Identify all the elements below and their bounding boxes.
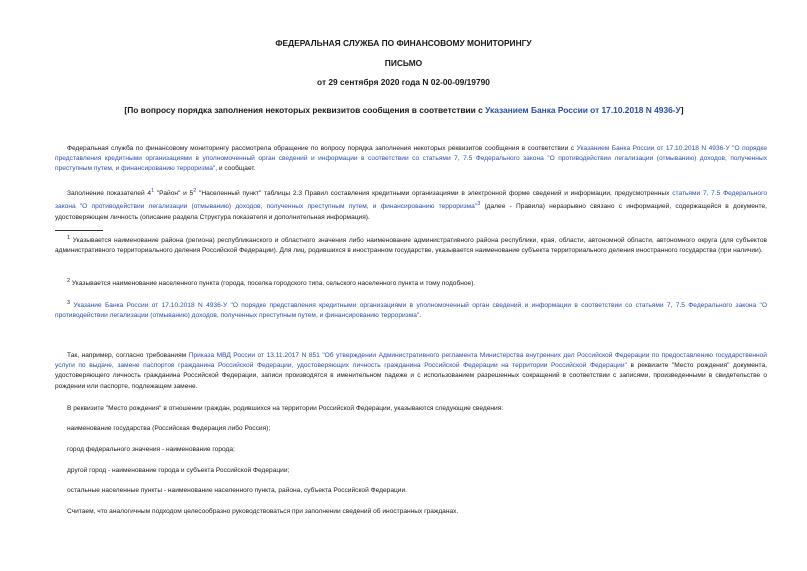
example-link-order[interactable]: Приказа МВД России от 13.11.2017 N 851 "Об утверждении Административного регламента Министерства внутренних дел Российской Федерации по предоставлению государственной услуги по выдаче, замене паспортов гражданина Российской Федерации, удостоверяющих личность гражданина Российской Федерации на территории Российской Федерации" bbox=[55, 352, 767, 370]
subject-link[interactable]: Указанием Банка России от 17.10.2018 N 4936-У bbox=[485, 105, 681, 115]
subject-suffix: ] bbox=[680, 105, 684, 115]
footnote-3-mark: 3 bbox=[67, 300, 71, 306]
paragraph-fields bbox=[55, 186, 767, 223]
fields-link-law[interactable]: статьями 7, 7.5 Федерального закона "О противодействии легализации (отмыванию) доходов, полученных преступным путем, и финансированию терроризма" bbox=[55, 190, 767, 211]
footnote-ref-1[interactable]: 1 bbox=[151, 188, 155, 194]
paragraph-conclusion: Считаем, что аналогичным подходом целесообразно руководствоваться при заполнении сведений об иностранных гражданах. bbox=[67, 508, 459, 515]
intro-text-end: , и сообщает. bbox=[215, 165, 256, 173]
list-item-state: наименование государства (Российская Федерация либо Россия); bbox=[67, 425, 271, 432]
footnote-separator bbox=[55, 230, 103, 231]
document-subject bbox=[104, 105, 704, 115]
paragraph-example bbox=[55, 351, 767, 392]
intro-text: Федеральная служба по финансовому мониторингу рассмотрела обращение по вопросу порядка заполнения некоторых реквизитов сообщения в соответствии с bbox=[67, 145, 577, 152]
footnote-3 bbox=[55, 298, 767, 322]
document-type: ПИСЬМО bbox=[384, 58, 423, 68]
footnote-2-mark: 2 bbox=[67, 278, 71, 284]
fields-text-c: "Населенный пункт" таблицы 2.3 Правил составления кредитными организациями в электронной форме сведений и информации, предусмотренных bbox=[196, 190, 673, 198]
document-date-number: от 29 сентября 2020 года N 02-00-09/19790 bbox=[317, 77, 490, 87]
list-item-federal-city: город федерального значения - наименование города; bbox=[67, 446, 235, 453]
intro-link-decree[interactable]: Указанием Банка России от 17.10.2018 N 4936-У "О порядке представления кредитными организациями в уполномоченный орган сведений и информации в соответствии со статьями 7, 7.5 Федерального закона "О противодействии легализации (отмыванию) доходов, полученных преступным путем, и финансированию терроризма" bbox=[55, 145, 768, 173]
footnote-1-mark: 1 bbox=[67, 235, 71, 241]
fields-text-b: "Район" и 5 bbox=[154, 190, 194, 198]
footnote-1 bbox=[55, 233, 767, 257]
footnote-ref-2[interactable]: 2 bbox=[193, 188, 197, 194]
footnote-3-link[interactable]: Указание Банка России от 17.10.2018 N 4936-У "О порядке представления кредитными организациями в уполномоченный орган сведений и информации в соответствии со статьями 7, 7.5 Федерального закона "О противодействии легализации (отмыванию) доходов, полученных преступным путем, и финансированию терроризма" bbox=[55, 302, 767, 320]
footnote-3-text: . bbox=[419, 312, 422, 320]
paragraph-intro bbox=[55, 144, 767, 175]
subject-prefix: [По вопросу порядка заполнения некоторых реквизитов сообщения в соответствии с bbox=[124, 105, 486, 115]
footnote-2 bbox=[55, 276, 767, 289]
footnote-2-text: Указывается наименование населенного пункта (города, поселка городского типа, сельского населенного пункта и тому подобное). bbox=[71, 280, 476, 288]
example-text-a: Так, например, согласно требованиям bbox=[67, 352, 189, 359]
agency-title: ФЕДЕРАЛЬНАЯ СЛУЖБА ПО ФИНАНСОВОМУ МОНИТОРИНГУ bbox=[275, 38, 532, 48]
example-text-b: в реквизите "Место рождения" документа, удостоверяющего личность гражданина Российской Федерации, записи производятся в именительном падеже и с использованием разрешенных сокращений в соответствии с записями, произведенными в свидетельстве о рождении или паспорте, подлежащем замене. bbox=[55, 362, 767, 390]
fields-text-a: Заполнение показателей 4 bbox=[67, 190, 152, 198]
list-item-other-city: другой город - наименование города и субъекта Российской Федерации; bbox=[67, 467, 290, 474]
paragraph-birthplace: В реквизите "Место рождения" в отношении граждан, родившихся на территории Российской Федерации, указываются следующие сведения: bbox=[67, 405, 504, 412]
fields-text-d: (далее - Правила) неразрывно связано с информацией, содержащейся в документе, удостоверяющем личность (описание раздела Структура показателя и дополнительная информация). bbox=[55, 203, 767, 221]
list-item-settlements: остальные населенные пункты - наименование населенного пункта, района, субъекта Российской Федерации. bbox=[67, 487, 407, 494]
footnote-ref-3[interactable]: 3 bbox=[477, 201, 481, 208]
footnote-1-text: Указывается наименование района (региона) республиканского и областного значения либо наименование административного района республики, края, области, автономной области, автономного округа (для субъектов административного территориального деления Российской Федерации). Для лиц, родившихся в иностранном государстве, указывается наименование субъекта территориального деления иностранного государства (при наличии). bbox=[55, 237, 767, 255]
